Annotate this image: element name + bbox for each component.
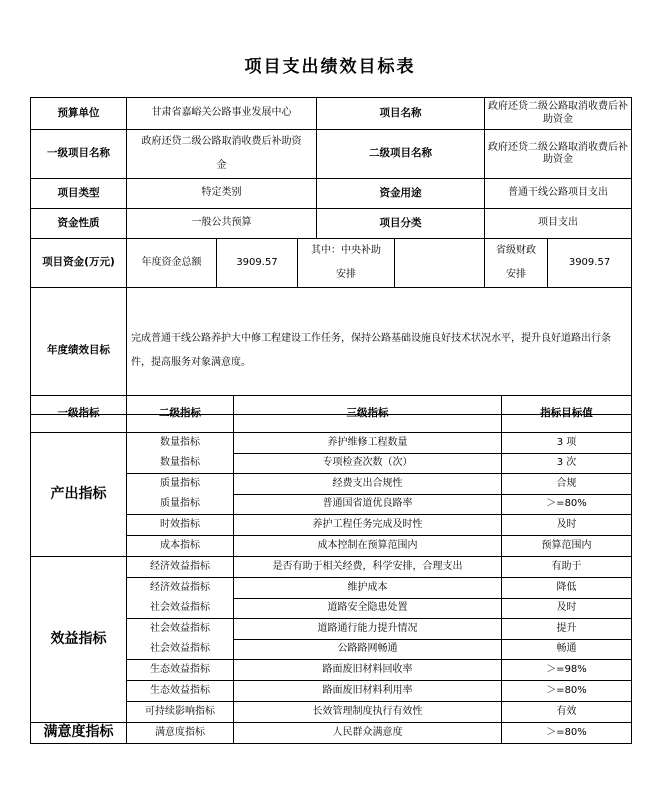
fund-use-label: 资金用途 xyxy=(317,179,485,209)
annual-total-value: 3909.57 xyxy=(217,239,298,288)
level1-name-label: 一级项目名称 xyxy=(31,130,127,179)
row-level1-name xyxy=(31,130,632,179)
level2-indicator: 成本指标 xyxy=(160,540,200,551)
annual-goal-label: 年度绩效目标 xyxy=(31,288,127,415)
budget-unit-label: 预算单位 xyxy=(31,98,127,130)
row-project-fund xyxy=(31,239,632,288)
level3-indicator: 维护成本 xyxy=(234,578,502,599)
level3-indicator: 长效管理制度执行有效性 xyxy=(234,702,502,723)
level2-indicator: 可持续影响指标 xyxy=(145,706,215,717)
provincial-fund-value: 3909.57 xyxy=(548,239,632,288)
indicator-row xyxy=(31,433,632,454)
row-budget-unit xyxy=(31,98,632,130)
header-target: 指标目标值 xyxy=(502,396,632,433)
target-value: 3 次 xyxy=(502,453,632,474)
level2-indicator: 数量指标 xyxy=(160,437,200,448)
project-info-table xyxy=(30,97,632,415)
target-value: 及时 xyxy=(502,598,632,619)
level2-indicator-cell xyxy=(127,557,234,578)
level2-indicator: 质量指标 xyxy=(160,478,200,489)
level2-indicator-cell xyxy=(127,578,234,619)
level3-indicator: 成本控制在预算范围内 xyxy=(234,536,502,557)
level2-indicator: 时效指标 xyxy=(160,519,200,530)
level2-indicator-cell xyxy=(127,433,234,474)
level2-indicator: 经济效益指标 xyxy=(150,582,210,593)
level2-indicator: 社会效益指标 xyxy=(150,602,210,613)
fund-nature-value: 一般公共预算 xyxy=(127,209,317,239)
level2-indicator-cell xyxy=(127,474,234,515)
central-subsidy-label: 其中：中央补助安排 xyxy=(298,239,395,288)
level3-indicator: 路面废旧材料回收率 xyxy=(234,660,502,681)
level2-indicator-cell xyxy=(127,702,234,723)
indicator-row xyxy=(31,723,632,744)
project-name-value: 政府还贷二级公路取消收费后补助资金 xyxy=(485,98,632,130)
level3-indicator: 道路通行能力提升情况 xyxy=(234,619,502,640)
target-value: ＞=80% xyxy=(502,681,632,702)
project-category-value: 项目支出 xyxy=(485,209,632,239)
level2-indicator: 质量指标 xyxy=(160,498,200,509)
level2-indicator: 满意度指标 xyxy=(155,727,205,738)
target-value: 有助于 xyxy=(502,557,632,578)
project-fund-label: 项目资金(万元) xyxy=(31,239,127,288)
target-value: 有效 xyxy=(502,702,632,723)
level1-indicator: 效益指标 xyxy=(31,557,127,723)
target-value: 降低 xyxy=(502,578,632,599)
level3-indicator: 道路安全隐患处置 xyxy=(234,598,502,619)
budget-unit-value: 甘肃省嘉峪关公路事业发展中心 xyxy=(127,98,317,130)
level3-indicator: 专项检查次数（次） xyxy=(234,453,502,474)
level2-indicator: 社会效益指标 xyxy=(150,623,210,634)
target-value: ＞=80% xyxy=(502,723,632,744)
project-type-value: 特定类别 xyxy=(127,179,317,209)
level1-indicator: 满意度指标 xyxy=(31,723,127,744)
level3-indicator: 养护工程任务完成及时性 xyxy=(234,515,502,536)
target-value: 预算范围内 xyxy=(502,536,632,557)
target-value: ＞=80% xyxy=(502,494,632,515)
level1-name-value: 政府还贷二级公路取消收费后补助资金 xyxy=(127,130,317,179)
page-title: 项目支出绩效目标表 xyxy=(244,57,416,77)
level3-indicator: 人民群众满意度 xyxy=(234,723,502,744)
header-level1: 一级指标 xyxy=(31,396,127,433)
annual-goal-value: 完成普通干线公路养护大中修工程建设工作任务，保持公路基础设施良好技术状况水平，提升良好道路出行条件，提高服务对象满意度。 xyxy=(127,288,632,415)
level2-indicator-cell xyxy=(127,681,234,702)
fund-use-value: 普通干线公路项目支出 xyxy=(485,179,632,209)
fund-nature-label: 资金性质 xyxy=(31,209,127,239)
project-name-label: 项目名称 xyxy=(317,98,485,130)
annual-total-label: 年度资金总额 xyxy=(127,239,217,288)
level3-indicator: 是否有助于相关经费，科学安排，合理支出 xyxy=(234,557,502,578)
level3-indicator: 路面废旧材料利用率 xyxy=(234,681,502,702)
target-value: ＞=98% xyxy=(502,660,632,681)
indicator-table xyxy=(30,395,632,744)
level2-indicator-cell xyxy=(127,723,234,744)
level3-indicator: 公路路网畅通 xyxy=(234,639,502,660)
level3-indicator: 养护维修工程数量 xyxy=(234,433,502,454)
row-fund-nature xyxy=(31,209,632,239)
level2-indicator: 生态效益指标 xyxy=(150,664,210,675)
level1-indicator: 产出指标 xyxy=(31,433,127,557)
level2-indicator: 经济效益指标 xyxy=(150,561,210,572)
central-subsidy-value xyxy=(395,239,485,288)
level3-indicator: 经费支出合规性 xyxy=(234,474,502,495)
target-value: 提升 xyxy=(502,619,632,640)
level2-name-label: 二级项目名称 xyxy=(317,130,485,179)
level2-indicator: 生态效益指标 xyxy=(150,685,210,696)
indicator-header-row xyxy=(31,396,632,433)
indicator-body xyxy=(31,433,632,744)
level2-indicator-cell xyxy=(127,660,234,681)
level2-name-value: 政府还贷二级公路取消收费后补助资金 xyxy=(485,130,632,179)
header-level2: 二级指标 xyxy=(127,396,234,433)
level2-indicator-cell xyxy=(127,536,234,557)
target-value: 及时 xyxy=(502,515,632,536)
header-level3: 三级指标 xyxy=(234,396,502,433)
indicator-row xyxy=(31,557,632,578)
project-type-label: 项目类型 xyxy=(31,179,127,209)
target-value: 3 项 xyxy=(502,433,632,454)
target-value: 合规 xyxy=(502,474,632,495)
level2-indicator-cell xyxy=(127,515,234,536)
level2-indicator: 社会效益指标 xyxy=(150,643,210,654)
level2-indicator-cell xyxy=(127,619,234,660)
target-value: 畅通 xyxy=(502,639,632,660)
level3-indicator: 普通国省道优良路率 xyxy=(234,494,502,515)
project-category-label: 项目分类 xyxy=(317,209,485,239)
level2-indicator: 数量指标 xyxy=(160,457,200,468)
row-project-type xyxy=(31,179,632,209)
provincial-fund-label: 省级财政安排 xyxy=(485,239,548,288)
